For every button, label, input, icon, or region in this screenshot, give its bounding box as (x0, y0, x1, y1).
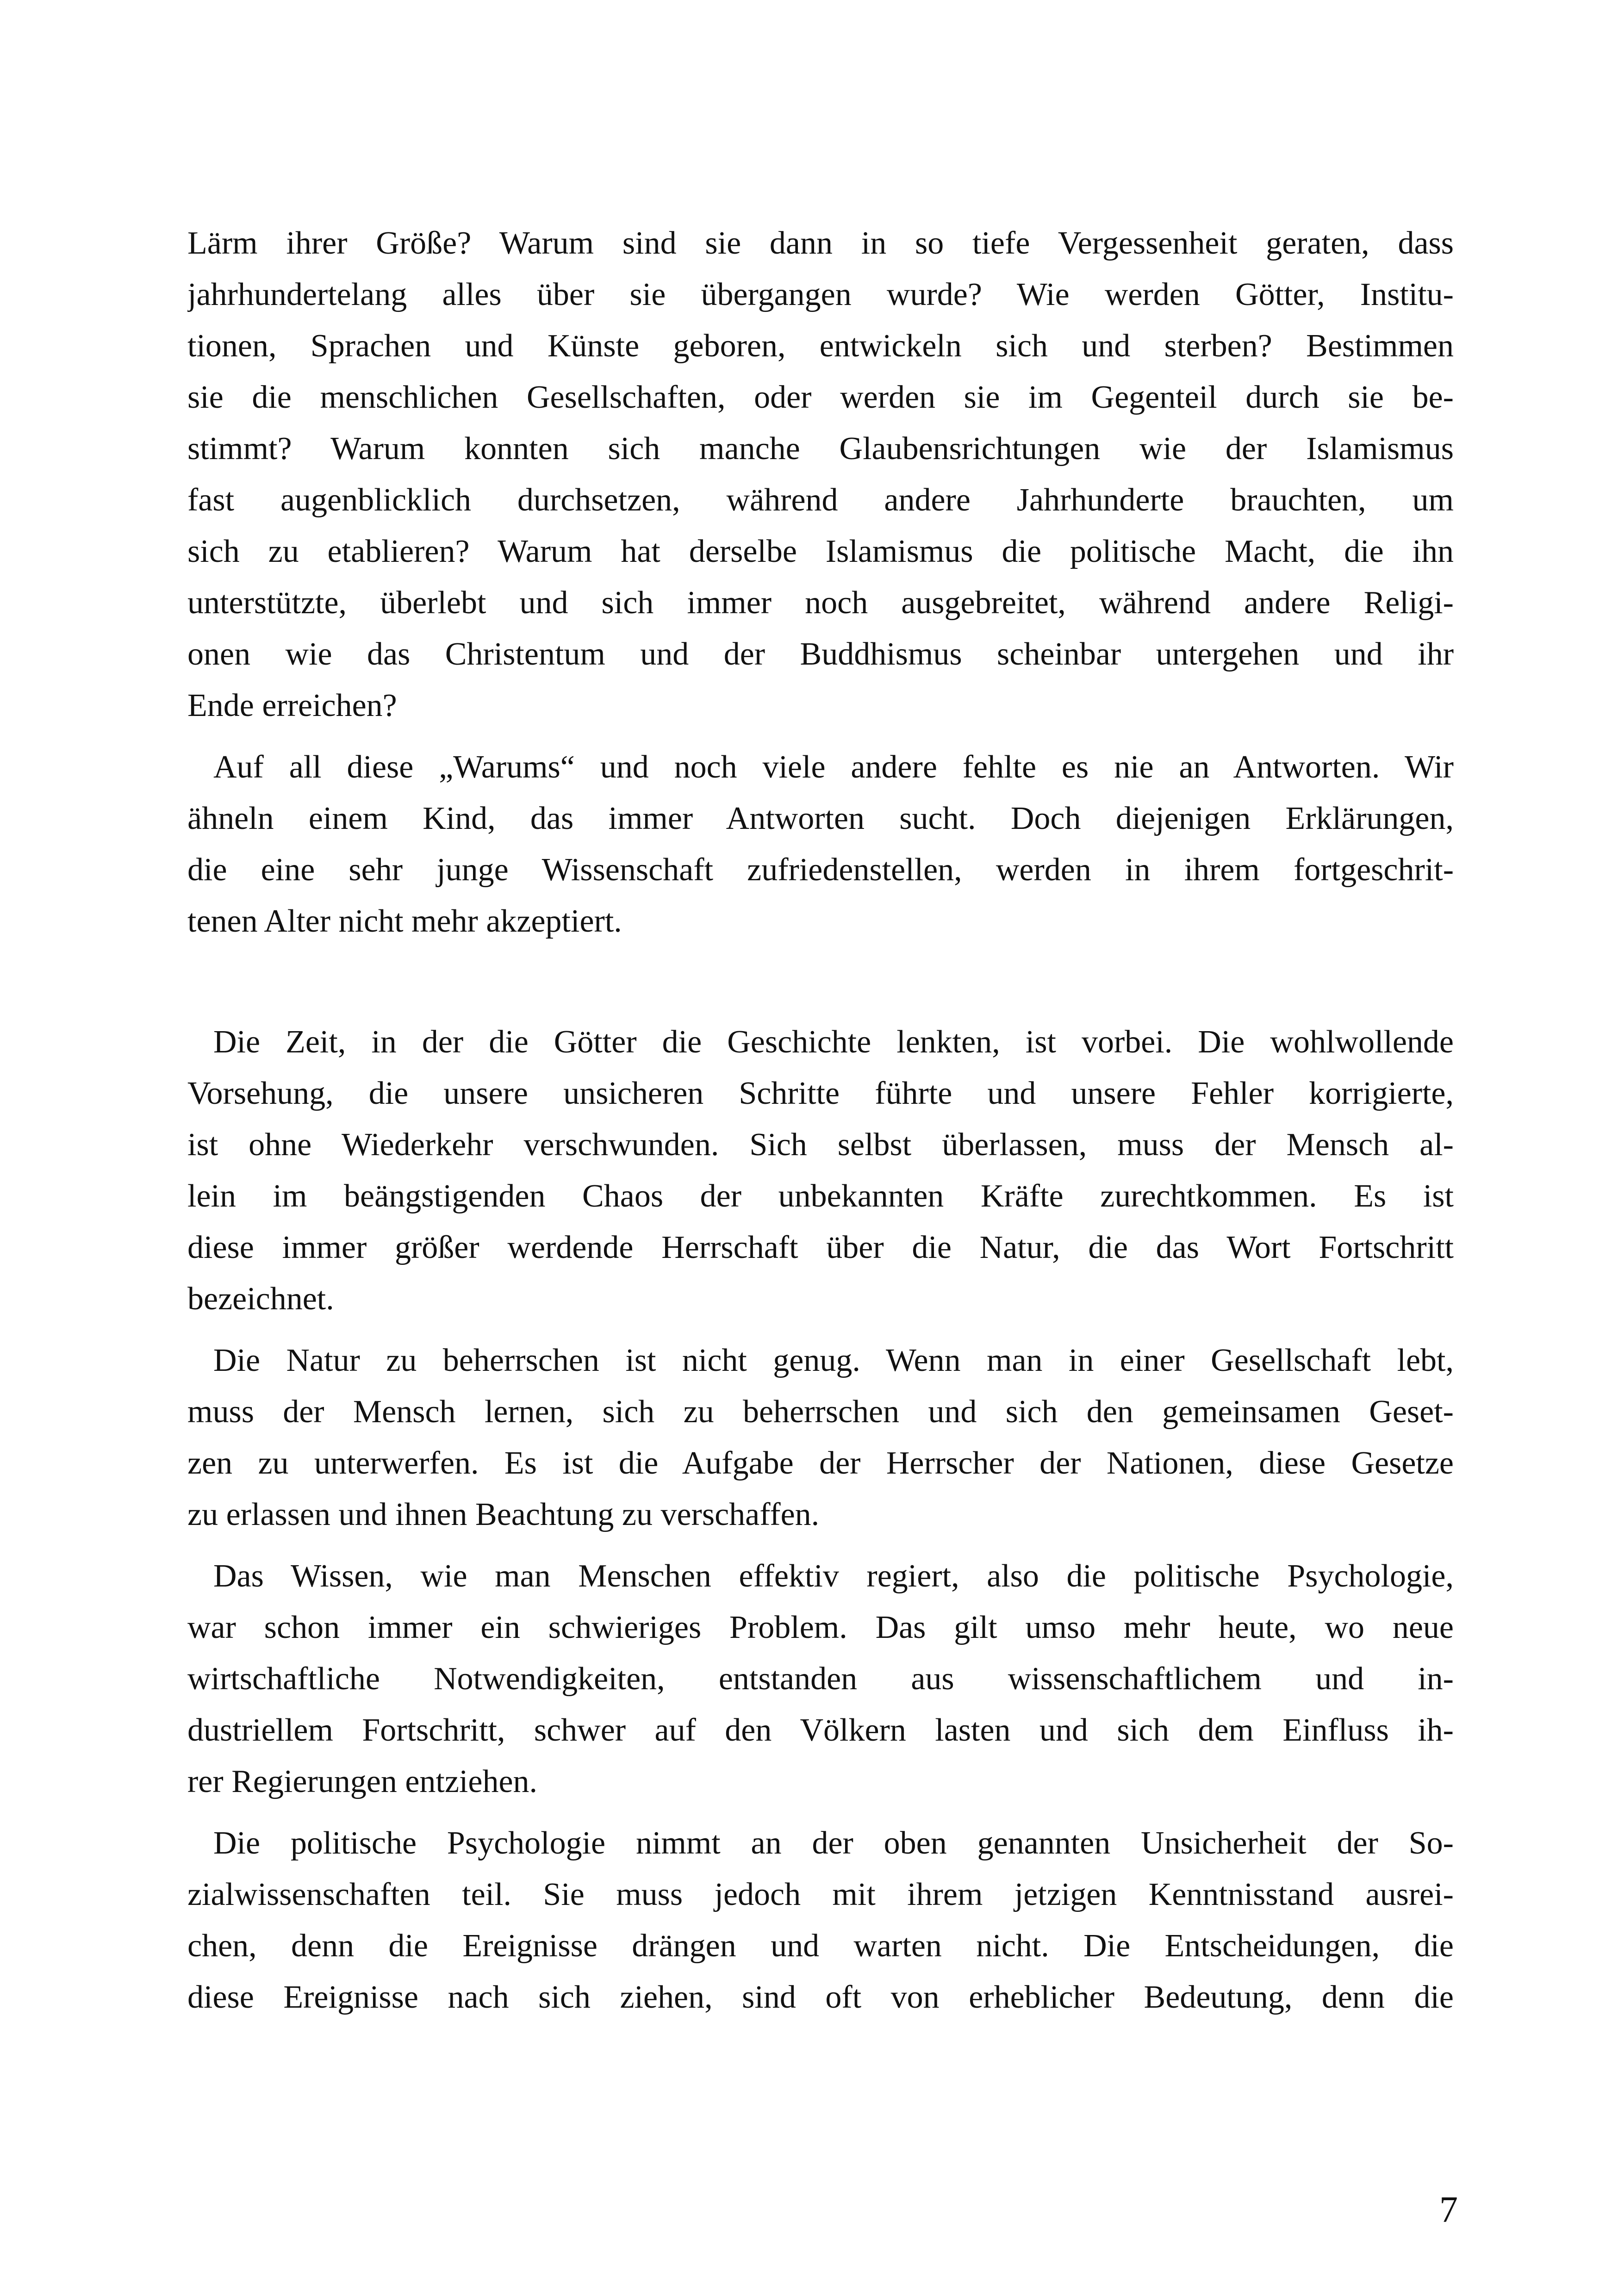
text-line: diese immer größer werdende Herrschaft über die Natur, die das Wort Fortschritt (187, 1230, 1454, 1265)
text-line: dustriellem Fortschritt, schwer auf den Völkern lasten und sich dem Einfluss ih- (187, 1712, 1454, 1748)
text-line: onen wie das Christentum und der Buddhismus scheinbar untergehen und ihr (187, 636, 1454, 672)
text-line: stimmt? Warum konnten sich manche Glaubensrichtungen wie der Islamismus (187, 431, 1454, 467)
text-line: ähneln einem Kind, das immer Antworten sucht. Doch diejenigen Erklärungen, (187, 801, 1454, 836)
text-line: unterstützte, überlebt und sich immer noch ausgebreitet, während andere Religi- (187, 585, 1454, 621)
text-line: Die Natur zu beherrschen ist nicht genug. Wenn man in einer Gesellschaft lebt, (213, 1343, 1454, 1378)
paragraph (187, 1335, 1454, 1540)
paragraph (187, 1016, 1454, 1325)
text-line: Auf all diese „Warums“ und noch viele andere fehlte es nie an Antworten. Wir (213, 749, 1454, 785)
text-line: Lärm ihrer Größe? Warum sind sie dann in so tiefe Vergessenheit geraten, dass (187, 225, 1454, 261)
section-2 (187, 1016, 1454, 2023)
text-line: Die politische Psychologie nimmt an der oben genannten Unsicherheit der So- (213, 1825, 1454, 1861)
text-line: war schon immer ein schwieriges Problem. Das gilt umso mehr heute, wo neue (187, 1610, 1454, 1645)
page-body (187, 218, 1454, 2023)
text-line: Vorsehung, die unsere unsicheren Schritte führte und unsere Fehler korrigierte, (187, 1076, 1454, 1111)
text-line: zu erlassen und ihnen Beachtung zu verschaffen. (187, 1497, 820, 1532)
text-line: bezeichnet. (187, 1281, 334, 1317)
text-line: lein im beängstigenden Chaos der unbekannten Kräfte zurechtkommen. Es ist (187, 1178, 1454, 1214)
text-line: wirtschaftliche Notwendigkeiten, entstanden aus wissenschaftlichem und in- (187, 1661, 1454, 1697)
text-line: die eine sehr junge Wissenschaft zufriedenstellen, werden in ihrem fortgeschrit- (187, 852, 1454, 888)
paragraph (187, 1550, 1454, 1807)
section-break (187, 947, 1454, 1016)
text-line: fast augenblicklich durchsetzen, während andere Jahrhunderte brauchten, um (187, 482, 1454, 518)
paragraph (187, 741, 1454, 947)
paragraph (187, 1817, 1454, 2023)
text-line: Ende erreichen? (187, 688, 397, 723)
text-line: zialwissenschaften teil. Sie muss jedoch mit ihrem jetzigen Kenntnisstand ausrei- (187, 1877, 1454, 1912)
text-line: Die Zeit, in der die Götter die Geschichte lenkten, ist vorbei. Die wohlwollende (213, 1024, 1454, 1060)
text-line: sie die menschlichen Gesellschaften, oder werden sie im Gegenteil durch sie be- (187, 380, 1454, 415)
text-line: jahrhundertelang alles über sie übergangen wurde? Wie werden Götter, Institu- (187, 277, 1454, 312)
text-line: sich zu etablieren? Warum hat derselbe Islamismus die politische Macht, die ihn (187, 534, 1454, 569)
page-number: 7 (1439, 2190, 1458, 2230)
text-line: rer Regierungen entziehen. (187, 1764, 538, 1799)
text-line: Das Wissen, wie man Menschen effektiv regiert, also die politische Psychologie, (213, 1558, 1454, 1594)
text-line: muss der Mensch lernen, sich zu beherrschen und sich den gemeinsamen Geset- (187, 1394, 1454, 1430)
paragraph (187, 218, 1454, 731)
text-line: diese Ereignisse nach sich ziehen, sind oft von erheblicher Bedeutung, denn die (187, 1979, 1454, 2015)
text-line: tionen, Sprachen und Künste geboren, entwickeln sich und sterben? Bestimmen (187, 328, 1454, 364)
section-1 (187, 218, 1454, 947)
text-line: tenen Alter nicht mehr akzeptiert. (187, 903, 622, 939)
text-line: chen, denn die Ereignisse drängen und warten nicht. Die Entscheidungen, die (187, 1928, 1454, 1964)
text-line: zen zu unterwerfen. Es ist die Aufgabe der Herrscher der Nationen, diese Gesetze (187, 1445, 1454, 1481)
text-line: ist ohne Wiederkehr verschwunden. Sich selbst überlassen, muss der Mensch al- (187, 1127, 1454, 1163)
